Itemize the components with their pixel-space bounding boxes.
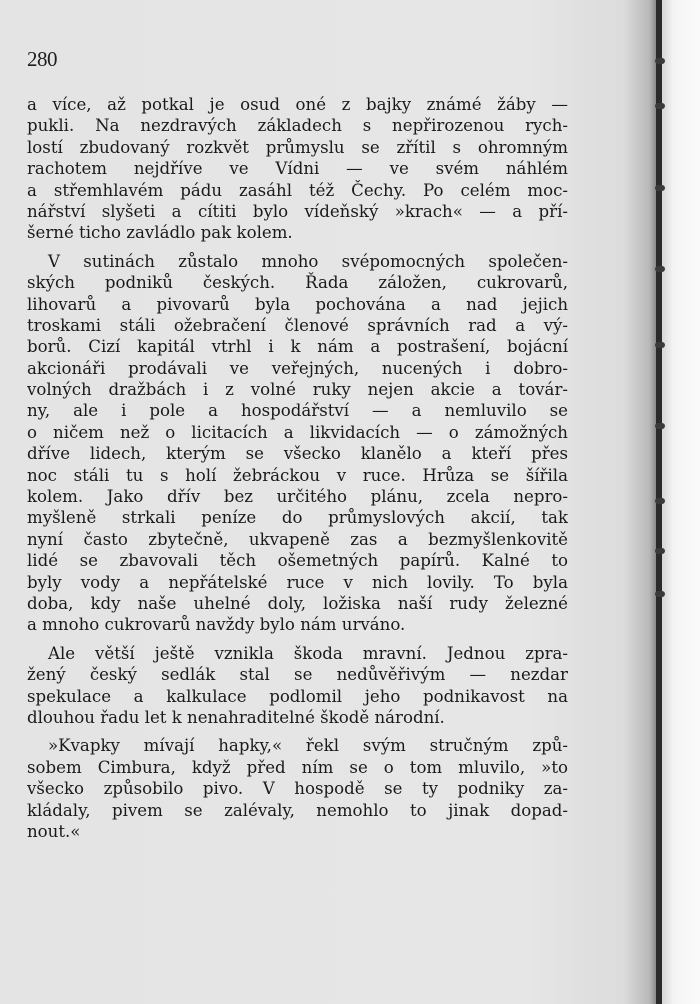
binding-stitch	[655, 591, 665, 597]
text-line: a střemhlavém pádu zasáhl též Čechy. Po celém moc-	[27, 180, 568, 200]
text-line: nout.«	[27, 821, 81, 841]
text-line: nyní často zbytečně, ukvapeně zas a bezmyšlenkovitě	[27, 529, 568, 549]
paragraph	[27, 251, 568, 636]
paragraph	[27, 735, 568, 842]
text-line: žený český sedlák stal se nedůvěřivým — nezdar	[27, 665, 568, 685]
binding-stitch	[655, 498, 665, 504]
text-line: spekulace a kalkulace podlomil jeho podnikavost na	[27, 686, 568, 706]
text-line: kládaly, pivem se zalévaly, nemohlo to jinak dopad-	[27, 800, 568, 820]
text-line: akcionáři prodávali ve veřejných, nucených i dobro-	[27, 358, 568, 378]
text-line: borů. Cizí kapitál vtrhl i k nám a postrašení, bojácní	[27, 337, 568, 357]
facing-page-edge	[662, 0, 700, 1004]
text-line: troskami stáli ožebračení členové správních rad a vý-	[27, 315, 568, 335]
paragraph	[27, 94, 568, 244]
text-line: a mnoho cukrovarů navždy bylo nám urváno.	[27, 615, 406, 635]
text-line: všecko způsobilo pivo. V hospodě se ty podniky za-	[27, 779, 568, 799]
text-line: ských podniků českých. Řada záložen, cukrovarů,	[27, 273, 568, 293]
text-line: dříve lidech, kterým se všecko klanělo a kteří přes	[27, 444, 568, 464]
binding-stitch	[655, 58, 665, 64]
body-text	[27, 94, 568, 849]
binding-stitch	[655, 342, 665, 348]
binding-stitch	[655, 103, 665, 109]
text-line: byly vody a nepřátelské ruce v nich lovily. To byla	[27, 572, 568, 592]
text-line: lihovarů a pivovarů byla pochována a nad jejich	[27, 294, 568, 314]
text-line: sobem Cimbura, když před ním se o tom mluvilo, »to	[27, 757, 568, 777]
text-line: volných dražbách i z volné ruky nejen akcie a továr-	[27, 380, 568, 400]
text-line: nářství slyšeti a cítiti bylo vídeňský »krach« — a pří-	[27, 201, 568, 221]
text-line: ny, ale i pole a hospodářství — a nemluvilo se	[27, 401, 568, 421]
text-line: a více, až potkal je osud oné z bajky známé žáby —	[27, 95, 568, 114]
text-line: o ničem než o licitacích a likvidacích — o zámožných	[27, 422, 568, 442]
text-line: rachotem nejdříve ve Vídni — ve svém náhlém	[27, 159, 568, 179]
text-line: doba, kdy naše uhelné doly, ložiska naší rudy železné	[27, 593, 568, 613]
binding-stitch	[655, 266, 665, 272]
text-line: V sutinách zůstalo mnoho svépomocných společen-	[48, 251, 568, 271]
text-line: lostí zbudovaný rozkvět průmyslu se zřítil s ohromným	[27, 137, 568, 157]
text-line: šerné ticho zavládlo pak kolem.	[27, 223, 293, 243]
binding-stitch	[655, 548, 665, 554]
paragraph	[27, 643, 568, 729]
text-line: kolem. Jako dřív bez určitého plánu, zcela nepro-	[27, 487, 568, 507]
text-line: pukli. Na nezdravých základech s nepřirozenou rych-	[27, 116, 568, 136]
text-line: noc stáli tu s holí žebráckou v ruce. Hrůza se šířila	[27, 465, 568, 485]
text-line: dlouhou řadu let k nenahraditelné škodě národní.	[27, 707, 445, 727]
text-line: myšleně strkali peníze do průmyslových akcií, tak	[27, 508, 568, 528]
page-number: 280	[27, 47, 57, 71]
binding-stitch	[655, 185, 665, 191]
text-line: »Kvapky mívají hapky,« řekl svým stručným způ-	[48, 736, 568, 756]
binding-stitch	[655, 423, 665, 429]
text-line: lidé se zbavovali těch ošemetných papírů. Kalné to	[27, 551, 568, 571]
text-line: Ale větší ještě vznikla škoda mravní. Jednou zpra-	[48, 643, 568, 663]
